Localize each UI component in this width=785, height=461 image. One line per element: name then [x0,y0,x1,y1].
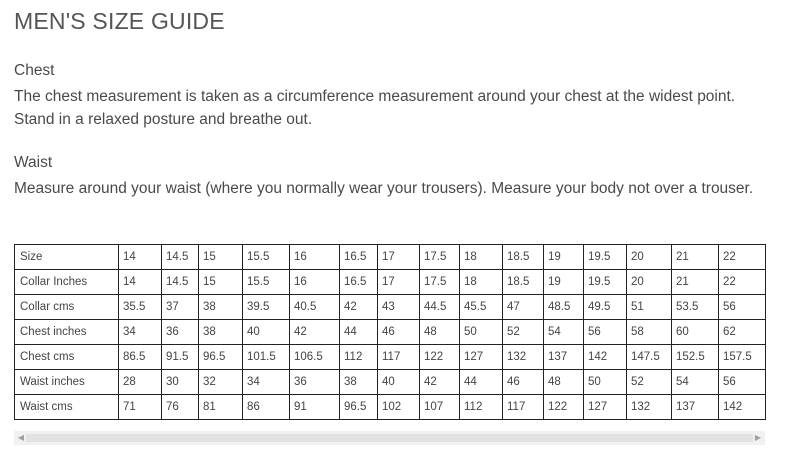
table-cell: 53.5 [672,295,719,320]
size-table-container [14,244,765,420]
table-row [15,370,766,395]
table-cell: 20 [627,270,672,295]
table-cell: 132 [503,345,544,370]
size-table [14,244,766,420]
table-cell: 42 [290,320,340,345]
table-cell: 56 [719,370,766,395]
table-cell: 46 [378,320,420,345]
table-cell: 54 [672,370,719,395]
table-cell: 17 [378,245,420,270]
table-cell: 137 [672,395,719,420]
table-cell: 38 [340,370,378,395]
table-cell: 21 [672,245,719,270]
table-cell: 15 [199,270,243,295]
table-cell: 39.5 [243,295,290,320]
table-cell: 14 [119,270,162,295]
horizontal-scrollbar[interactable] [14,431,765,445]
table-cell: 15 [199,245,243,270]
table-cell: 122 [544,395,584,420]
table-cell: 112 [460,395,503,420]
table-cell: 102 [378,395,420,420]
table-cell: 86.5 [119,345,162,370]
table-row [15,270,766,295]
row-label: Waist inches [15,370,119,395]
table-cell: 48 [544,370,584,395]
chest-heading: Chest [14,62,55,79]
row-label: Waist cms [15,395,119,420]
table-cell: 35.5 [119,295,162,320]
table-cell: 60 [672,320,719,345]
chevron-left-icon[interactable]: ◀ [17,433,25,442]
table-cell: 15.5 [243,245,290,270]
row-label: Collar Inches [15,270,119,295]
table-cell: 71 [119,395,162,420]
table-cell: 157.5 [719,345,766,370]
table-cell: 44 [340,320,378,345]
table-cell: 46 [503,370,544,395]
table-cell: 14 [119,245,162,270]
table-cell: 16.5 [340,270,378,295]
table-cell: 14.5 [162,245,199,270]
table-cell: 107 [420,395,460,420]
table-cell: 36 [162,320,199,345]
table-cell: 91 [290,395,340,420]
table-cell: 142 [584,345,627,370]
table-cell: 43 [378,295,420,320]
chest-description: The chest measurement is taken as a circumference measurement around your chest at the widest point. Stand in a relaxed posture and breathe out. [14,88,736,128]
table-cell: 34 [243,370,290,395]
table-cell: 117 [378,345,420,370]
table-cell: 14.5 [162,270,199,295]
row-label: Chest inches [15,320,119,345]
table-cell: 22 [719,245,766,270]
table-cell: 21 [672,270,719,295]
table-row [15,320,766,345]
table-cell: 17 [378,270,420,295]
table-cell: 62 [719,320,766,345]
row-label: Size [15,245,119,270]
table-cell: 20 [627,245,672,270]
table-row [15,345,766,370]
page-title: MEN'S SIZE GUIDE [14,8,225,34]
table-cell: 101.5 [243,345,290,370]
waist-description: Measure around your waist (where you normally wear your trousers). Measure your body not over a trouser. [14,180,754,197]
table-cell: 37 [162,295,199,320]
table-cell: 30 [162,370,199,395]
scrollbar-thumb[interactable] [26,434,753,442]
table-cell: 15.5 [243,270,290,295]
row-label: Collar cms [15,295,119,320]
table-cell: 32 [199,370,243,395]
table-cell: 96.5 [340,395,378,420]
table-cell: 122 [420,345,460,370]
table-cell: 127 [460,345,503,370]
table-cell: 45.5 [460,295,503,320]
table-row [15,245,766,270]
table-cell: 42 [340,295,378,320]
table-cell: 17.5 [420,270,460,295]
table-cell: 50 [584,370,627,395]
table-cell: 137 [544,345,584,370]
waist-heading: Waist [14,154,53,171]
table-row [15,295,766,320]
table-cell: 44.5 [420,295,460,320]
table-cell: 38 [199,295,243,320]
table-cell: 48.5 [544,295,584,320]
table-cell: 50 [460,320,503,345]
table-cell: 28 [119,370,162,395]
table-cell: 18 [460,245,503,270]
table-cell: 19.5 [584,245,627,270]
table-cell: 38 [199,320,243,345]
table-cell: 56 [719,295,766,320]
chevron-right-icon[interactable]: ▶ [754,433,762,442]
table-cell: 58 [627,320,672,345]
table-cell: 96.5 [199,345,243,370]
table-cell: 106.5 [290,345,340,370]
table-cell: 132 [627,395,672,420]
table-cell: 152.5 [672,345,719,370]
table-cell: 81 [199,395,243,420]
table-cell: 16.5 [340,245,378,270]
table-cell: 42 [420,370,460,395]
table-cell: 51 [627,295,672,320]
table-cell: 17.5 [420,245,460,270]
table-cell: 117 [503,395,544,420]
table-row [15,395,766,420]
table-cell: 18.5 [503,245,544,270]
table-cell: 19 [544,270,584,295]
table-cell: 40.5 [290,295,340,320]
table-cell: 147.5 [627,345,672,370]
table-cell: 56 [584,320,627,345]
table-cell: 40 [378,370,420,395]
table-cell: 16 [290,270,340,295]
table-cell: 48 [420,320,460,345]
table-cell: 16 [290,245,340,270]
table-cell: 49.5 [584,295,627,320]
table-cell: 22 [719,270,766,295]
table-cell: 52 [503,320,544,345]
table-cell: 112 [340,345,378,370]
table-cell: 18.5 [503,270,544,295]
table-cell: 19.5 [584,270,627,295]
table-cell: 127 [584,395,627,420]
table-cell: 19 [544,245,584,270]
table-cell: 91.5 [162,345,199,370]
table-cell: 47 [503,295,544,320]
table-cell: 44 [460,370,503,395]
table-cell: 54 [544,320,584,345]
size-table-body [15,245,766,420]
table-cell: 86 [243,395,290,420]
table-cell: 142 [719,395,766,420]
row-label: Chest cms [15,345,119,370]
table-cell: 76 [162,395,199,420]
table-cell: 52 [627,370,672,395]
table-cell: 36 [290,370,340,395]
table-cell: 34 [119,320,162,345]
table-cell: 18 [460,270,503,295]
table-cell: 40 [243,320,290,345]
